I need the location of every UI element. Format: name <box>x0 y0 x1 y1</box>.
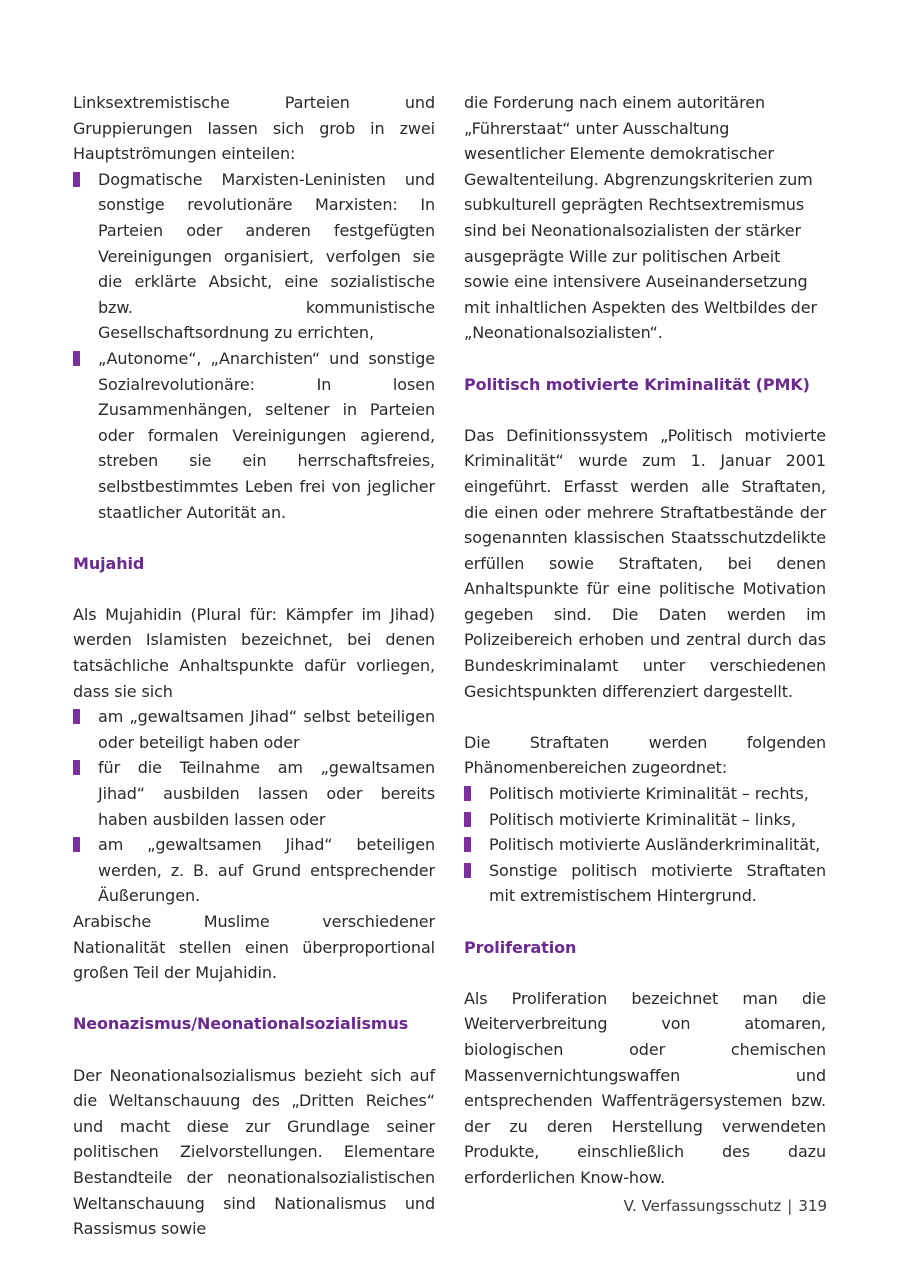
proliferation-heading: Proliferation <box>464 937 577 957</box>
pmk-text: Das Definitionssystem „Politisch motivierte Kriminalität“ wurde zum 1. Januar 2001 eingeführt. Erfasst werden alle Straftaten, die einen oder mehrere Straftatbestände der sogenannten klassischen Staatsschutzdelikte erfüllen sowie Straftaten, bei denen Anhaltspunkte für eine politische Motivation gegeben sind. Die Daten werden im Polizeibereich erhoben und zentral durch das Bundeskriminalamt unter verschiedenen Gesichtspunkten differenziert dargestellt. <box>464 425 826 701</box>
pmk-intro: Die Straftaten werden folgenden Phänomenbereichen zugeordnet: <box>464 732 826 778</box>
neonazismus-continuation: die Forderung nach einem autoritären „Führerstaat“ unter Ausschaltung wesentlicher Elemente demokratischer Gewaltenteilung. Abgrenzungskriterien zum subkulturell geprägten Rechtsextremismus sind bei Neonationalsozialisten der stärker ausgeprägte Wille zur politischen Arbeit sowie eine intensivere Auseinandersetzung mit inhaltlichen Aspekten des Weltbildes der „Neonationalsozialisten“. <box>464 93 817 343</box>
strands-list <box>73 167 435 525</box>
page-footer <box>624 1197 827 1215</box>
proliferation-text: Als Proliferation bezeichnet man die Weiterverbreitung von atomaren, biologischen oder chemischen Massenvernichtungswaffen und entsprechenden Waffenträgersystemen bzw. der zu deren Herstellung verwendeten Produkte, einschließlich des dazu erforderlichen Know-how. <box>464 988 826 1187</box>
left-intro: Linksextremistische Parteien und Gruppierungen lassen sich grob in zwei Hauptströmungen einteilen: <box>73 93 435 164</box>
list-item-text: am „gewaltsamen Jihad“ selbst beteiligen oder beteiligt haben oder <box>98 707 435 752</box>
list-item-text: Politisch motivierte Kriminalität – links, <box>489 809 796 829</box>
footer-separator: | <box>787 1197 793 1215</box>
list-item <box>464 832 826 858</box>
list-item <box>464 858 826 909</box>
bullet-icon <box>464 812 471 827</box>
list-item <box>464 807 826 833</box>
list-item <box>73 832 435 909</box>
list-item <box>73 167 435 346</box>
left-column <box>73 90 435 1242</box>
bullet-icon <box>464 786 471 801</box>
page-number: 319 <box>798 1197 827 1215</box>
mujahid-heading: Mujahid <box>73 553 145 573</box>
list-item-text: am „gewaltsamen Jihad“ beteiligen werden, z. B. auf Grund entsprechender Äußerungen. <box>98 835 435 906</box>
footer-section: V. Verfassungsschutz <box>623 1197 782 1215</box>
list-item <box>73 755 435 832</box>
mujahid-list <box>73 704 435 909</box>
neonazismus-heading: Neonazismus/Neonationalsozialismus <box>73 1014 409 1034</box>
list-item-text: Politisch motivierte Ausländerkriminalität, <box>489 835 821 855</box>
right-column <box>464 90 826 1191</box>
bullet-icon <box>464 837 471 852</box>
list-item <box>464 781 826 807</box>
bullet-icon <box>73 172 80 187</box>
bullet-icon <box>464 863 471 878</box>
mujahid-closing: Arabische Muslime verschiedener Nationalität stellen einen überproportional großen Teil der Mujahidin. <box>73 912 435 983</box>
list-item <box>73 704 435 755</box>
neonazismus-text: Der Neonationalsozialismus bezieht sich auf die Weltanschauung des „Dritten Reiches“ und macht diese zur Grundlage seiner politischen Zielvorstellungen. Elementare Bestandteile der neonationalsozialistischen Weltanschauung sind Nationalismus und Rassismus sowie <box>73 1065 435 1239</box>
list-item-text: für die Teilnahme am „gewaltsamen Jihad“ ausbilden lassen oder bereits haben ausbilden lassen oder <box>98 758 435 829</box>
bullet-icon <box>73 760 80 775</box>
list-item <box>73 346 435 525</box>
mujahid-intro: Als Mujahidin (Plural für: Kämpfer im Jihad) werden Islamisten bezeichnet, bei denen tatsächliche Anhaltspunkte dafür vorliegen, dass sie sich <box>73 604 435 701</box>
list-item-text: Dogmatische Marxisten-Leninisten und sonstige revolutionäre Marxisten: In Parteien oder anderen festgefügten Vereinigungen organisiert, verfolgen sie die erklärte Absicht, eine sozialistische bzw. kommunistische Gesellschaftsordnung zu errichten, <box>98 169 435 343</box>
pmk-heading: Politisch motivierte Kriminalität (PMK) <box>464 374 810 394</box>
bullet-icon <box>73 351 80 366</box>
list-item-text: Sonstige politisch motivierte Straftaten mit extremistischem Hintergrund. <box>489 860 826 906</box>
list-item-text: „Autonome“, „Anarchisten“ und sonstige Sozialrevolutionäre: In losen Zusammenhängen, seltener in Parteien oder formalen Vereinigungen agierend, streben sie ein herrschaftsfreies, selbstbestimmtes Leben frei von jeglicher staatlicher Autorität an. <box>98 348 435 522</box>
list-item-text: Politisch motivierte Kriminalität – rechts, <box>489 784 809 804</box>
bullet-icon <box>73 837 80 852</box>
pmk-list <box>464 781 826 909</box>
bullet-icon <box>73 709 80 724</box>
